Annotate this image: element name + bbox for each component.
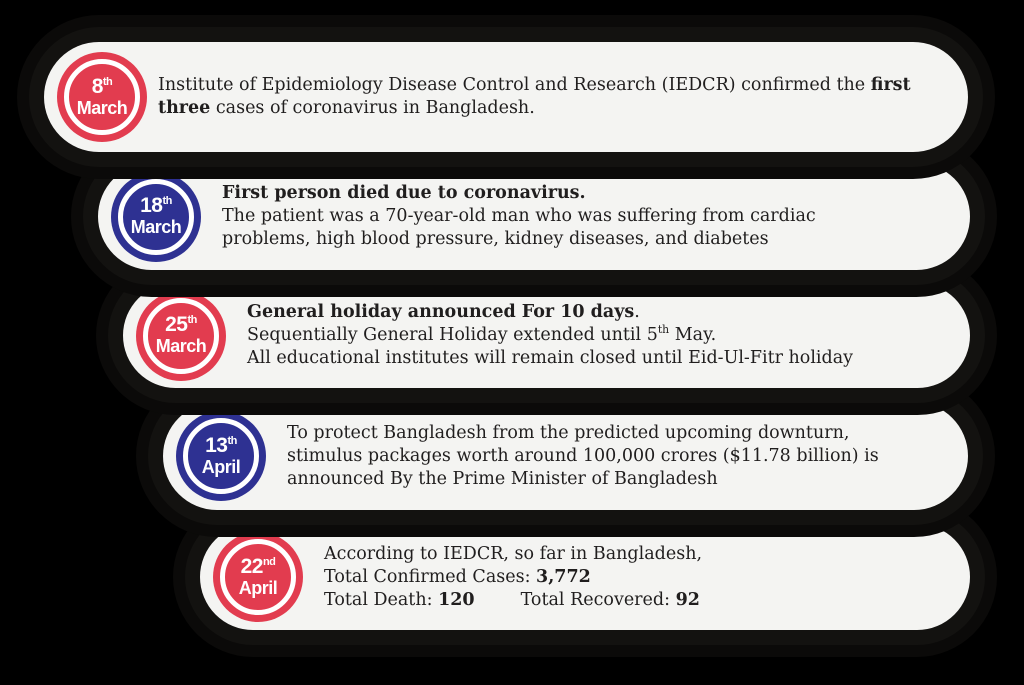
badge-day: 25 (165, 313, 188, 336)
text-segment: announced By the Prime Minister of Bangladesh (287, 468, 718, 489)
badge-day-suffix: th (187, 314, 197, 326)
text-segment: problems, high blood pressure, kidney diseases, and diabetes (222, 229, 769, 249)
date-badge-ring (220, 539, 296, 615)
text-line (222, 228, 816, 251)
text-segment: Institute of Epidemiology Disease Control and Research (IEDCR) confirmed the (158, 75, 871, 95)
event-text (287, 422, 879, 491)
text-line (287, 445, 879, 468)
badge-day: 13 (205, 433, 228, 457)
text-segment: To protect Bangladesh from the predicted upcoming downturn, (287, 422, 850, 443)
text-segment: th (657, 323, 670, 337)
event-text (324, 543, 702, 612)
event-text (222, 182, 816, 251)
badge-day-suffix: nd (262, 555, 276, 568)
badge-day-suffix: th (102, 75, 113, 88)
badge-day: 22 (240, 554, 263, 578)
badge-month: March (76, 97, 128, 118)
text-segment: The patient was a 70-year-old man who was suffering from cardiac (222, 206, 816, 226)
date-badge (111, 172, 201, 262)
date-badge (57, 52, 147, 142)
timeline-card (163, 402, 968, 510)
badge-month: March (130, 217, 182, 237)
badge-month: April (201, 456, 241, 477)
timeline-card (200, 524, 970, 630)
text-segment: cases of coronavirus in Bangladesh. (210, 98, 535, 118)
text-segment: All educational institutes will remain closed until Eid-Ul-Fitr holiday (247, 348, 854, 368)
date-badge (136, 291, 226, 381)
text-line (247, 324, 853, 347)
badge-day-suffix: th (162, 195, 172, 207)
text-line (324, 543, 702, 566)
timeline-card (44, 42, 968, 152)
date-badge-ring (118, 179, 194, 255)
badge-day-suffix: th (227, 434, 237, 447)
badge-day-row (205, 433, 237, 457)
timeline-card (123, 283, 970, 388)
text-line (222, 182, 816, 205)
date-badge-ring (64, 59, 140, 135)
badge-day-row (165, 315, 197, 335)
event-text (158, 74, 911, 120)
text-segment: According to IEDCR, so far in Bangladesh, (324, 543, 703, 564)
date-badge (176, 411, 266, 501)
badge-day: 8 (91, 74, 103, 98)
text-segment: . (634, 302, 640, 322)
text-line (324, 589, 702, 612)
badge-day: 18 (140, 194, 163, 217)
text-line (222, 205, 816, 228)
badge-day-row (140, 196, 172, 216)
text-segment: Sequentially General Holiday extended until 5 (247, 325, 658, 345)
text-line (287, 468, 879, 491)
text-segment: stimulus packages worth around 100,000 crores ($11.78 billion) is (287, 445, 879, 466)
text-segment: Total Death: (324, 589, 439, 610)
event-text (247, 301, 853, 370)
text-segment: May. (669, 325, 717, 345)
text-segment: first (870, 75, 911, 95)
text-segment: General holiday announced For 10 days (247, 302, 635, 322)
text-segment: Total Confirmed Cases: (324, 566, 537, 587)
text-line (287, 422, 879, 445)
date-badge-ring (183, 418, 259, 494)
timeline-card (98, 163, 970, 270)
badge-month: April (238, 577, 278, 598)
text-line (158, 74, 911, 97)
text-segment: First person died due to coronavirus. (222, 183, 586, 203)
text-segment: 120 (438, 589, 475, 610)
text-line (158, 97, 911, 120)
text-line (247, 347, 853, 370)
text-segment: Total Recovered: (520, 589, 676, 610)
text-segment: 3,772 (536, 566, 591, 587)
badge-day-row (91, 74, 113, 98)
badge-day-row (240, 554, 276, 578)
text-line (247, 301, 853, 324)
badge-month: March (155, 336, 207, 356)
text-segment: three (158, 98, 211, 118)
date-badge (213, 532, 303, 622)
text-line (324, 566, 702, 589)
date-badge-ring (143, 298, 219, 374)
text-segment: 92 (675, 589, 700, 610)
